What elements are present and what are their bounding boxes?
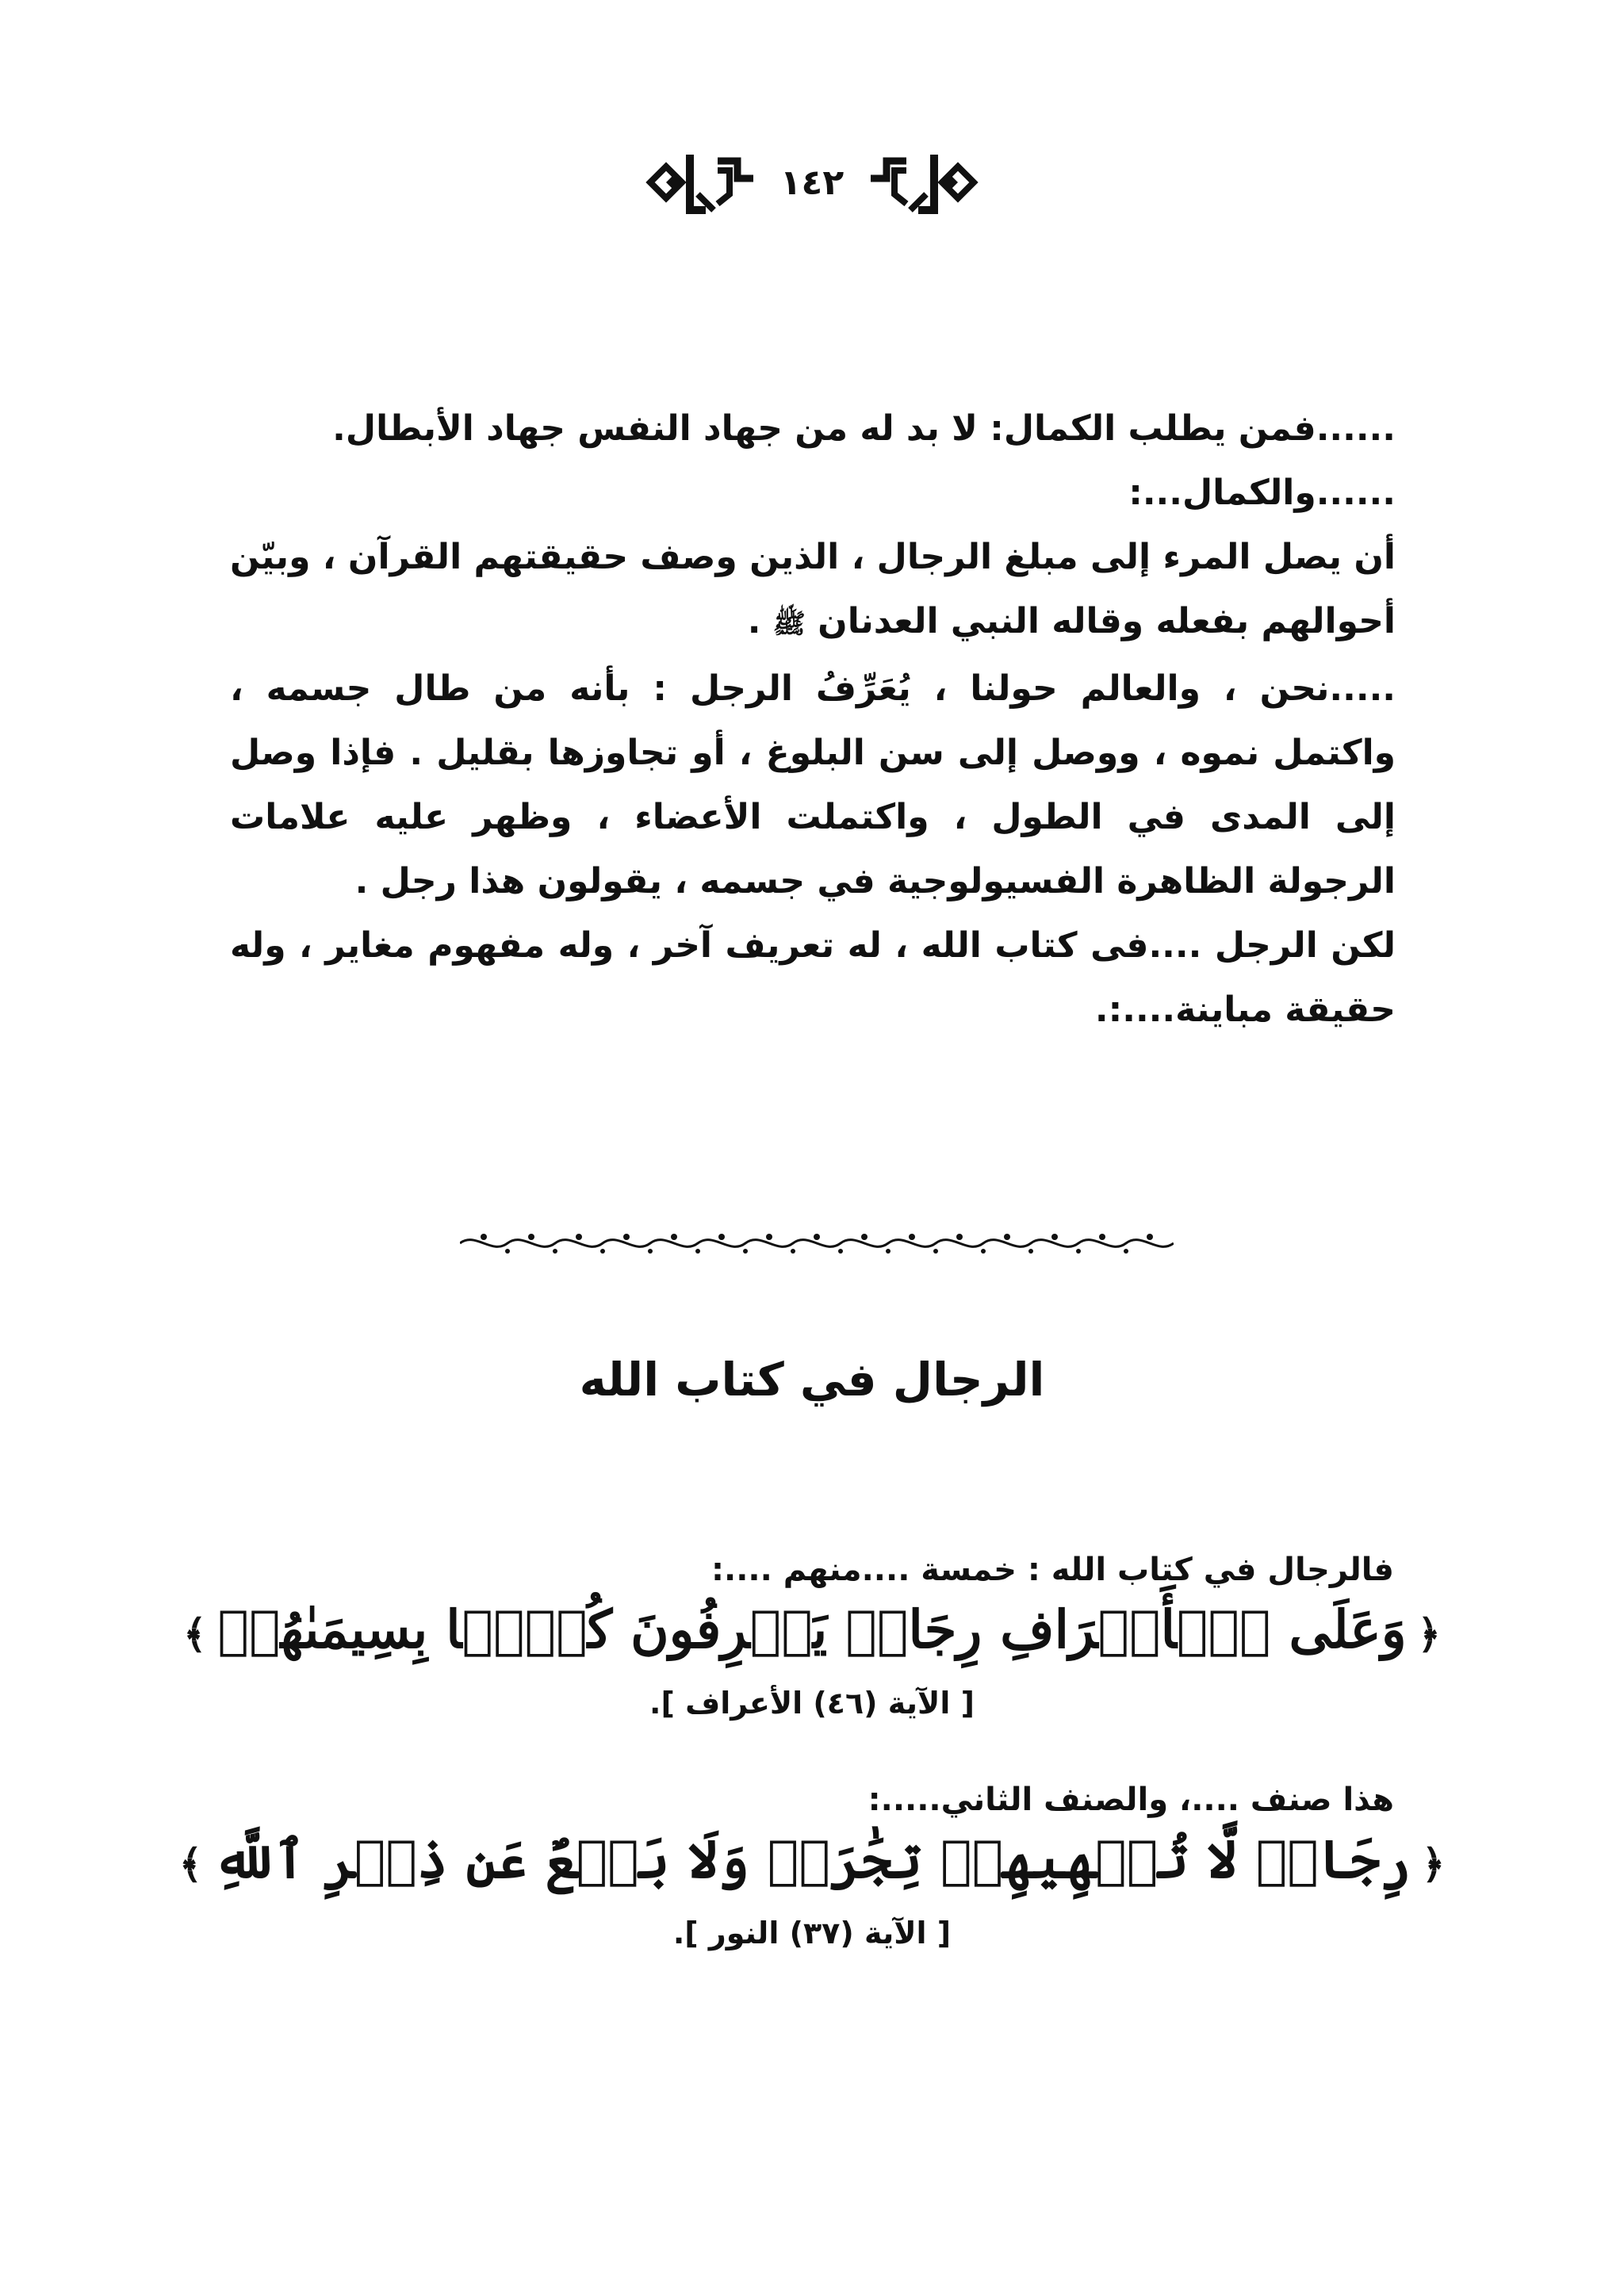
section-title: الرجال في كتاب الله (579, 1353, 1045, 1407)
quote-2-verse: رِجَالٞ لَّا تُلۡهِيهِمۡ تِجَٰرَةٞ وَلَا بَيۡعٌ عَن ذِكۡرِ ٱللَّهِ (213, 1828, 1411, 1890)
quote-1-citation: [ الآية (٤٦) الأعراف ]. (649, 1686, 975, 1721)
left-ornament-icon (642, 147, 761, 218)
quote-1-intro: فالرجال في كتاب الله : خمسة ....منهم ....: (711, 1552, 1394, 1588)
quote-1-open-brace: ﴿ (1417, 1610, 1441, 1657)
body-text (230, 396, 1396, 1042)
paragraph-5: لكن الرجل ....فى كتاب الله ، له تعريف آخر ، وله مفهوم مغاير ، وله حقيقة مباينة....:. (230, 925, 1396, 1030)
quote-1-verse: وَعَلَى ٱلۡأَعۡرَافِ رِجَالٞ يَعۡرِفُونَ كُلَّۢا بِسِيمَىٰهُمۡ (217, 1598, 1407, 1660)
paragraph-1: ......فمن يطلب الكمال: لا بد له من جهاد النفس جهاد الأبطال. (332, 408, 1396, 449)
quote-2-citation: [ الآية (٣٧) النور ]. (672, 1916, 952, 1950)
paragraph-4: .....نحن ، والعالم حولنا ، يُعَرِّفُ الرجل : بأنه من طال جسمه ، واكتمل نموه ، ووصل إلى سن البلوغ ، أو تجاوزها بقليل . فإذا وصل إلى المدى في الطول ، واكتملت الأعضاء ، وظهر عليه علامات الرجولة الظاهرة الفسيولوجية في جسمه ، يقولون هذا رجل . (230, 668, 1396, 902)
salawat-suffix: . (747, 601, 773, 641)
quote-2-intro: هذا صنف ....، والصنف الثاني.....: (868, 1782, 1394, 1818)
header-ornament (642, 147, 982, 218)
salawat-mark: ﷺ (772, 608, 806, 640)
quote-2-close-brace: ﴾ (178, 1840, 203, 1887)
floral-divider-icon (460, 1227, 1174, 1259)
quote-1-verse-line (0, 1594, 1624, 1670)
page-number: ١٤٢ (779, 162, 845, 203)
quote-2-verse-line (0, 1824, 1624, 1900)
page-header (0, 135, 1624, 230)
paragraph-3 (230, 525, 1396, 657)
paragraph-3-text: أن يصل المرء إلى مبلغ الرجال ، الذين وصف حقيقتهم القرآن ، وبيّن أحوالهم بفعله وقاله النبي العدنان (230, 537, 1396, 641)
right-ornament-icon (863, 147, 982, 218)
quote-2-open-brace: ﴿ (1421, 1840, 1446, 1887)
paragraph-2: ......والكمال...: (1128, 473, 1396, 513)
quote-1-close-brace: ﴾ (183, 1610, 207, 1657)
